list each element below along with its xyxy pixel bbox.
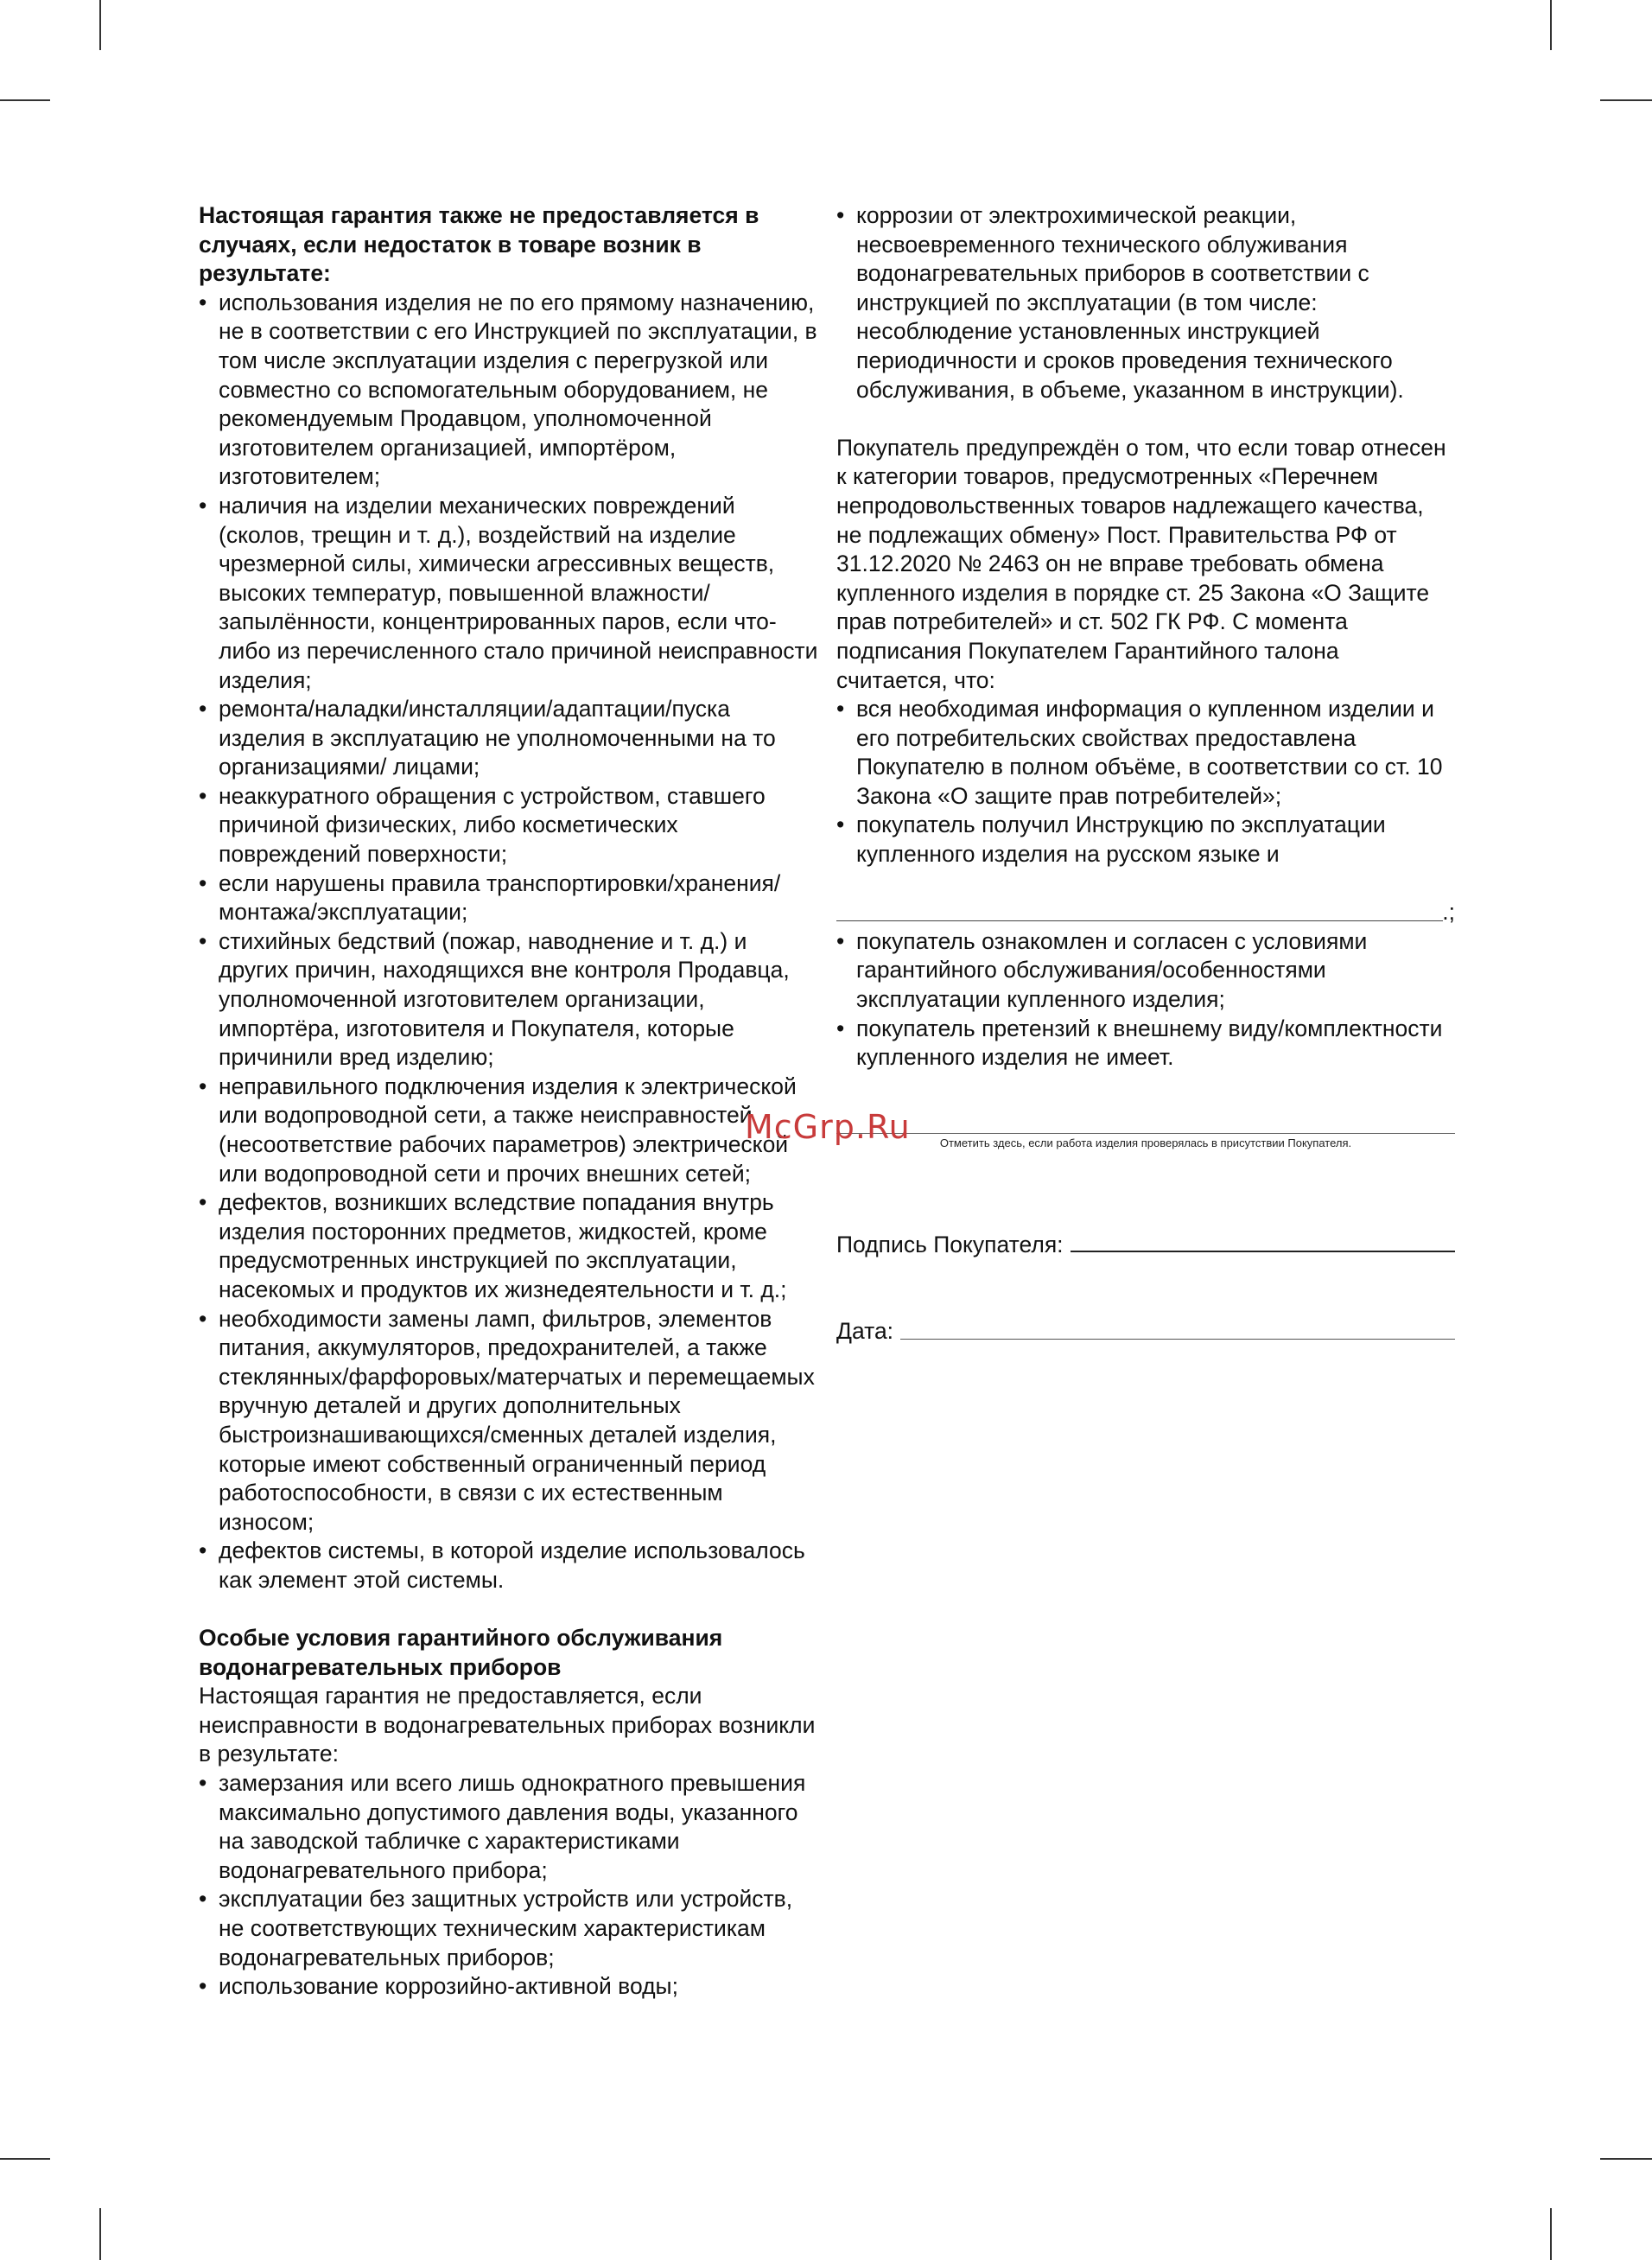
date-label: Дата:: [836, 1318, 894, 1345]
crop-mark-bottom-left-h: [0, 2158, 50, 2160]
left-column: [199, 201, 823, 2002]
list-item: • неаккуратного обращения с устройством, ставшего причиной физических, либо косметических повреждений поверхности;: [199, 782, 823, 869]
check-mark-line[interactable]: [836, 1133, 1455, 1134]
signature-label: Подпись Покупателя:: [836, 1231, 1064, 1257]
crop-mark-top-left-h: [0, 99, 50, 101]
buyer-acknowledgement-list-2: [836, 927, 1455, 1073]
fill-in-line-tail: .;: [1442, 899, 1455, 926]
crop-mark-bottom-right-h: [1600, 2158, 1652, 2160]
spacer: [199, 1595, 823, 1625]
buyer-warning-paragraph: Покупатель предупреждён о том, что если товар отнесен к категории товаров, предусмотренных «Перечнем непродовольственных товаров надлежащего качества, не подлежащих обмену» Пост. Правительства РФ от 31.12.2020 № 2463 он не вправе требовать обмена купленного изделия в порядке ст. 25 Закона «О Защите прав потребителей» и ст. 502 ГК РФ. С момента подписания Покупателем Гарантийного талона считается, что:: [836, 434, 1446, 693]
date-field[interactable]: [900, 1339, 1455, 1340]
list-item: • наличия на изделии механических повреждений (сколов, трещин и т. д.), воздействий на изделие чрезмерной силы, химически агрессивных веществ, высоких температур, повышенной влажности/запылённости, концентрированных паров, если что-либо из перечисленного стало причиной неисправности изделия;: [199, 492, 823, 695]
list-item: • неправильного подключения изделия к электрической или водопроводной сети, а также неисправностей (несоответствие рабочих параметров) электрической или водопроводной сети и прочих внешних сетей;: [199, 1073, 823, 1188]
buyer-acknowledgement-list: [836, 695, 1455, 869]
list-item: • использования изделия не по его прямому назначению, не в соответствии с его Инструкцией по эксплуатации, в том числе эксплуатации изделия с перегрузкой или совместно со вспомогательным оборудованием, не рекомендуемым Продавцом, уполномоченной изготовителем организацией, импортёром, изготовителем;: [199, 289, 823, 492]
exclusions-list: [199, 289, 823, 1595]
list-item: • если нарушены правила транспортировки/хранения/монтажа/эксплуатации;: [199, 869, 823, 927]
list-item: • покупатель ознакомлен и согласен с условиями гарантийного обслуживания/особенностями эксплуатации купленного изделия;: [836, 927, 1455, 1015]
crop-mark-top-right-h: [1600, 99, 1652, 101]
right-column: [836, 201, 1455, 1346]
list-item: • вся необходимая информация о купленном изделии и его потребительских свойствах предоставлена Покупателю в полном объёме, в соответствии со ст. 10 Закона «О защите прав потребителей»;: [836, 695, 1455, 811]
fill-in-line[interactable]: [836, 898, 1455, 927]
corrosion-list: [836, 201, 1455, 404]
list-item: • использование коррозийно-активной воды;: [199, 1972, 823, 2002]
crop-mark-bottom-left-v: [99, 2208, 101, 2260]
exclusions-heading: Настоящая гарантия также не предоставляется в случаях, если недостаток в товаре возник в результате:: [199, 202, 759, 287]
list-item: • эксплуатации без защитных устройств или устройств, не соответствующих техническим характеристикам водонагревательных приборов;: [199, 1885, 823, 1972]
list-item: • дефектов системы, в которой изделие использовалось как элемент этой системы.: [199, 1537, 823, 1595]
signature-row: [836, 1231, 1455, 1260]
water-heater-heading: Особые условия гарантийного обслуживания водонагревательных приборов: [199, 1625, 723, 1680]
water-heater-list: [199, 1769, 823, 2002]
spacer: [836, 404, 1455, 434]
list-item: • дефектов, возникших вследствие попадания внутрь изделия посторонних предметов, жидкостей, кроме предусмотренных инструкцией по эксплуатации, насекомых и продуктов их жизнедеятельности и т. д.;: [199, 1188, 823, 1304]
crop-mark-top-left-v: [99, 0, 101, 50]
spacer: [836, 1151, 1455, 1231]
list-item: • коррозии от электрохимической реакции, несвоевременного технического облуживания водонагревательных приборов в соответствии с инструкцией по эксплуатации (в том числе: несоблюдение установленных инструкцией периодичности и сроков проведения технического обслуживания, в объеме, указанном в инструкции).: [836, 201, 1455, 404]
list-item: • ремонта/наладки/инсталляции/адаптации/пуска изделия в эксплуатацию не уполномоченными на то организациями/ лицами;: [199, 695, 823, 782]
crop-mark-top-right-v: [1550, 0, 1552, 50]
list-item: • покупатель претензий к внешнему виду/комплектности купленного изделия не имеет.: [836, 1015, 1455, 1073]
check-note: Отметить здесь, если работа изделия проверялась в присутствии Покупателя.: [939, 1136, 1352, 1149]
list-item: • покупатель получил Инструкцию по эксплуатации купленного изделия на русском языке и: [836, 811, 1455, 869]
signature-field[interactable]: [1071, 1251, 1455, 1252]
list-item: • необходимости замены ламп, фильтров, элементов питания, аккумуляторов, предохранителей, а также стеклянных/фарфоровых/матерчатых и перемещаемых вручную деталей и других дополнительных быстроизнашивающихся/сменных деталей изделия, которые имеют собственный ограниченный период работоспособности, в связи с их естественным износом;: [199, 1305, 823, 1537]
list-item: • стихийных бедствий (пожар, наводнение и т. д.) и других причин, находящихся вне контроля Продавца, уполномоченной изготовителем организации, импортёра, изготовителя и Покупателя, которые причинили вред изделию;: [199, 927, 823, 1073]
watermark: McGrp.Ru: [745, 1108, 911, 1146]
spacer: [836, 1259, 1455, 1317]
fill-in-rule: [836, 920, 1443, 921]
spacer: [836, 869, 1455, 899]
water-heater-intro: Настоящая гарантия не предоставляется, если неисправности в водонагревательных приборах возникли в результате:: [199, 1683, 816, 1767]
crop-mark-bottom-right-v: [1550, 2208, 1552, 2260]
list-item: • замерзания или всего лишь однократного превышения максимально допустимого давления воды, указанного на заводской табличке с характеристиками водонагревательного прибора;: [199, 1769, 823, 1885]
date-row: [836, 1317, 1455, 1346]
